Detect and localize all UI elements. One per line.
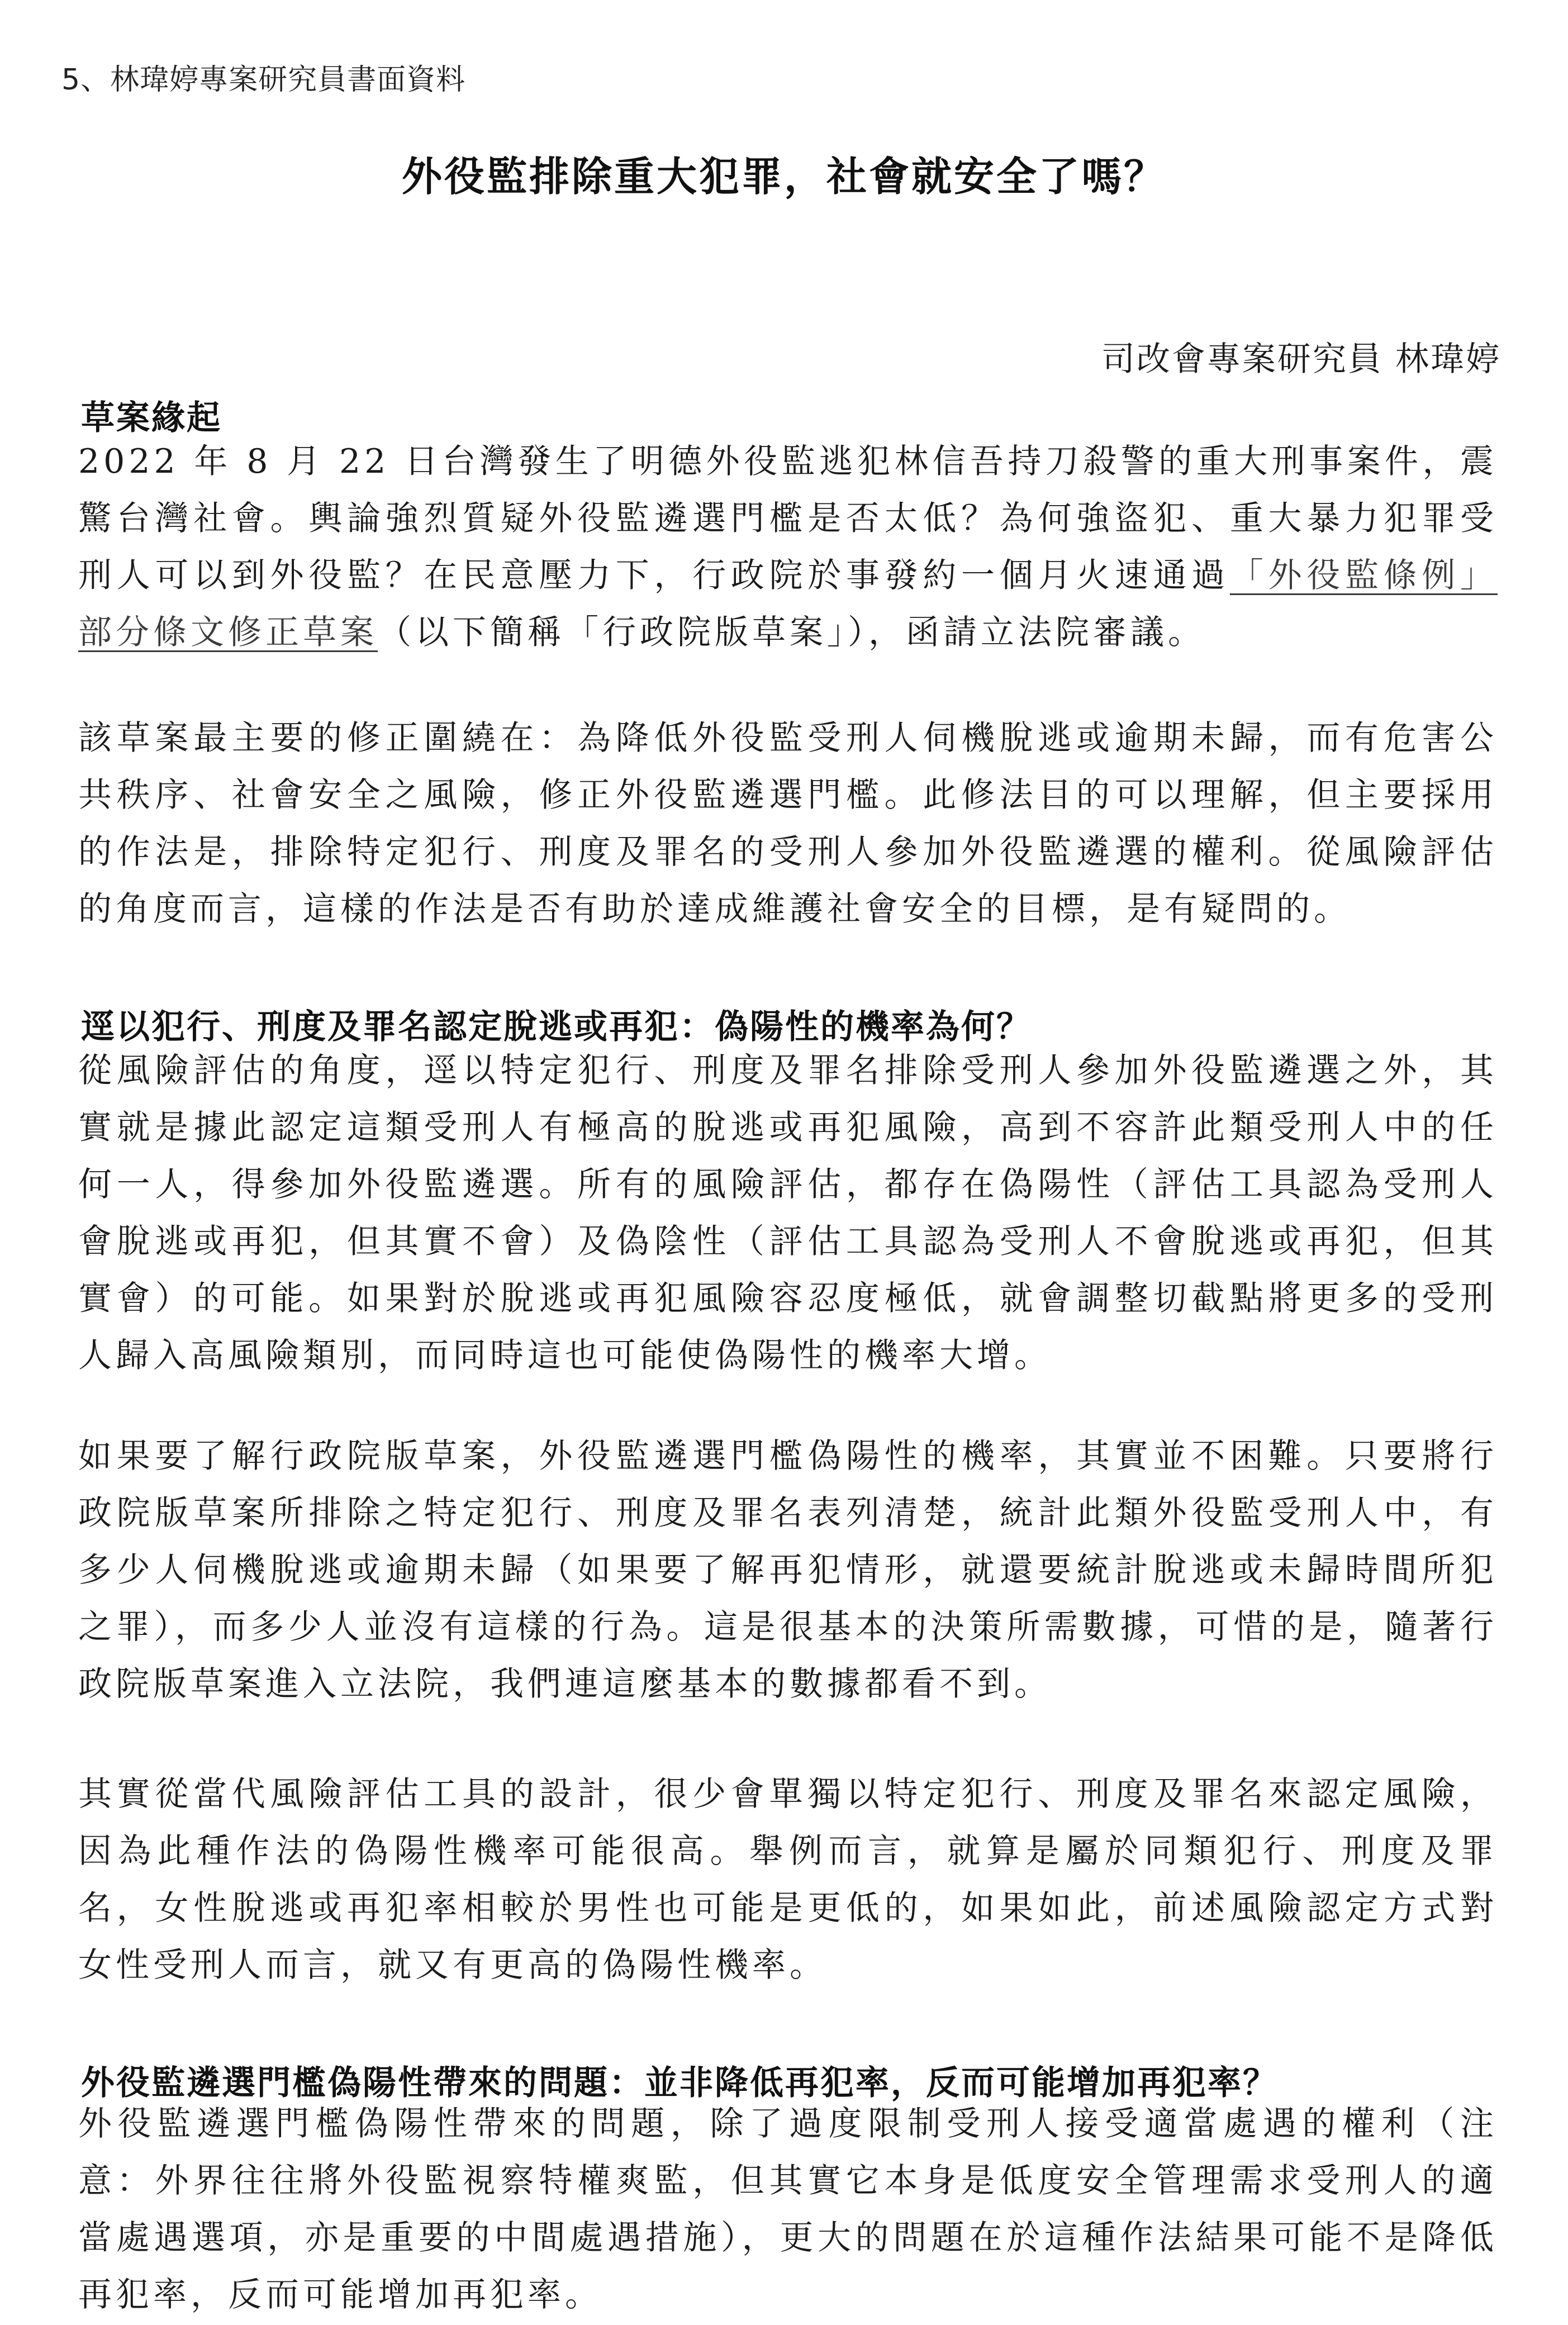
bill-reference-link[interactable]: 「外役監條例」部分條文修正草案 xyxy=(78,556,1498,652)
paragraph-text: 2022 年 8 月 22 日台灣發生了明德外役監逃犯林信吾持刀殺警的重大刑事案件，震驚台灣社會。輿論強烈質疑外役監遴選門檻是否太低？為何強盜犯、重大暴力犯罪受刑人可以到外役監？在民意壓力下，行政院於事發約一個月火速通過 xyxy=(78,442,1498,595)
author-line: 司改會專案研究員 林瑋婷 xyxy=(1101,340,1501,379)
document-title: 外役監排除重大犯罪，社會就安全了嗎？ xyxy=(401,153,1166,200)
section-heading-false-positive: 逕以犯行、刑度及罪名認定脫逃或再犯：偽陽性的機率為何？ xyxy=(81,1007,1032,1047)
paragraph-problem-1: 外役監遴選門檻偽陽性帶來的問題，除了過度限制受刑人接受適當處遇的權利（注意：外界往往將外役監視察特權爽監，但其實它本身是低度安全管理需求受刑人的適當處遇選項，亦是重要的中間處遇措施），更大的問題在於這種作法結果可能不是降低再犯率，反而可能增加再犯率。 xyxy=(78,2104,1498,2314)
paragraph-text: （以下簡稱「行政院版草案」），函請立法院審議。 xyxy=(378,613,1205,652)
section-heading-problem: 外役監遴選門檻偽陽性帶來的問題：並非降低再犯率，反而可能增加再犯率？ xyxy=(81,2064,1278,2103)
paragraph-origin-2: 該草案最主要的修正圍繞在：為降低外役監受刑人伺機脫逃或逾期未歸，而有危害公共秩序、社會安全之風險，修正外役監遴選門檻。此修法目的可以理解，但主要採用的作法是，排除特定犯行、刑度及罪名的受刑人參加外役監遴選的權利。從風險評估的角度而言，這樣的作法是否有助於達成維護社會安全的目標，是有疑問的。 xyxy=(78,719,1498,929)
header-label: 5、林瑋婷專案研究員書面資料 xyxy=(61,63,466,97)
paragraph-false-positive-2: 如果要了解行政院版草案，外役監遴選門檻偽陽性的機率，其實並不困難。只要將行政院版草案所排除之特定犯行、刑度及罪名表列清楚，統計此類外役監受刑人中，有多少人伺機脫逃或逾期未歸（如果要了解再犯情形，就還要統計脫逃或未歸時間所犯之罪），而多少人並沒有這樣的行為。這是很基本的決策所需數據，可惜的是，隨著行政院版草案進入立法院，我們連這麼基本的數據都看不到。 xyxy=(78,1437,1498,1704)
paragraph-false-positive-1: 從風險評估的角度，逕以特定犯行、刑度及罪名排除受刑人參加外役監遴選之外，其實就是據此認定這類受刑人有極高的脫逃或再犯風險，高到不容許此類受刑人中的任何一人，得參加外役監遴選。所有的風險評估，都存在偽陽性（評估工具認為受刑人會脫逃或再犯，但其實不會）及偽陰性（評估工具認為受刑人不會脫逃或再犯，但其實會）的可能。如果對於脫逃或再犯風險容忍度極低，就會調整切截點將更多的受刑人歸入高風險類別，而同時這也可能使偽陽性的機率大增。 xyxy=(78,1051,1498,1375)
section-heading-origin: 草案緣起 xyxy=(81,398,222,438)
paragraph-origin-1 xyxy=(78,433,1498,661)
paragraph-false-positive-3: 其實從當代風險評估工具的設計，很少會單獨以特定犯行、刑度及罪名來認定風險，因為此種作法的偽陽性機率可能很高。舉例而言，就算是屬於同類犯行、刑度及罪名，女性脫逃或再犯率相較於男性也可能是更低的，如果如此，前述風險認定方式對女性受刑人而言，就又有更高的偽陽性機率。 xyxy=(78,1775,1498,1985)
